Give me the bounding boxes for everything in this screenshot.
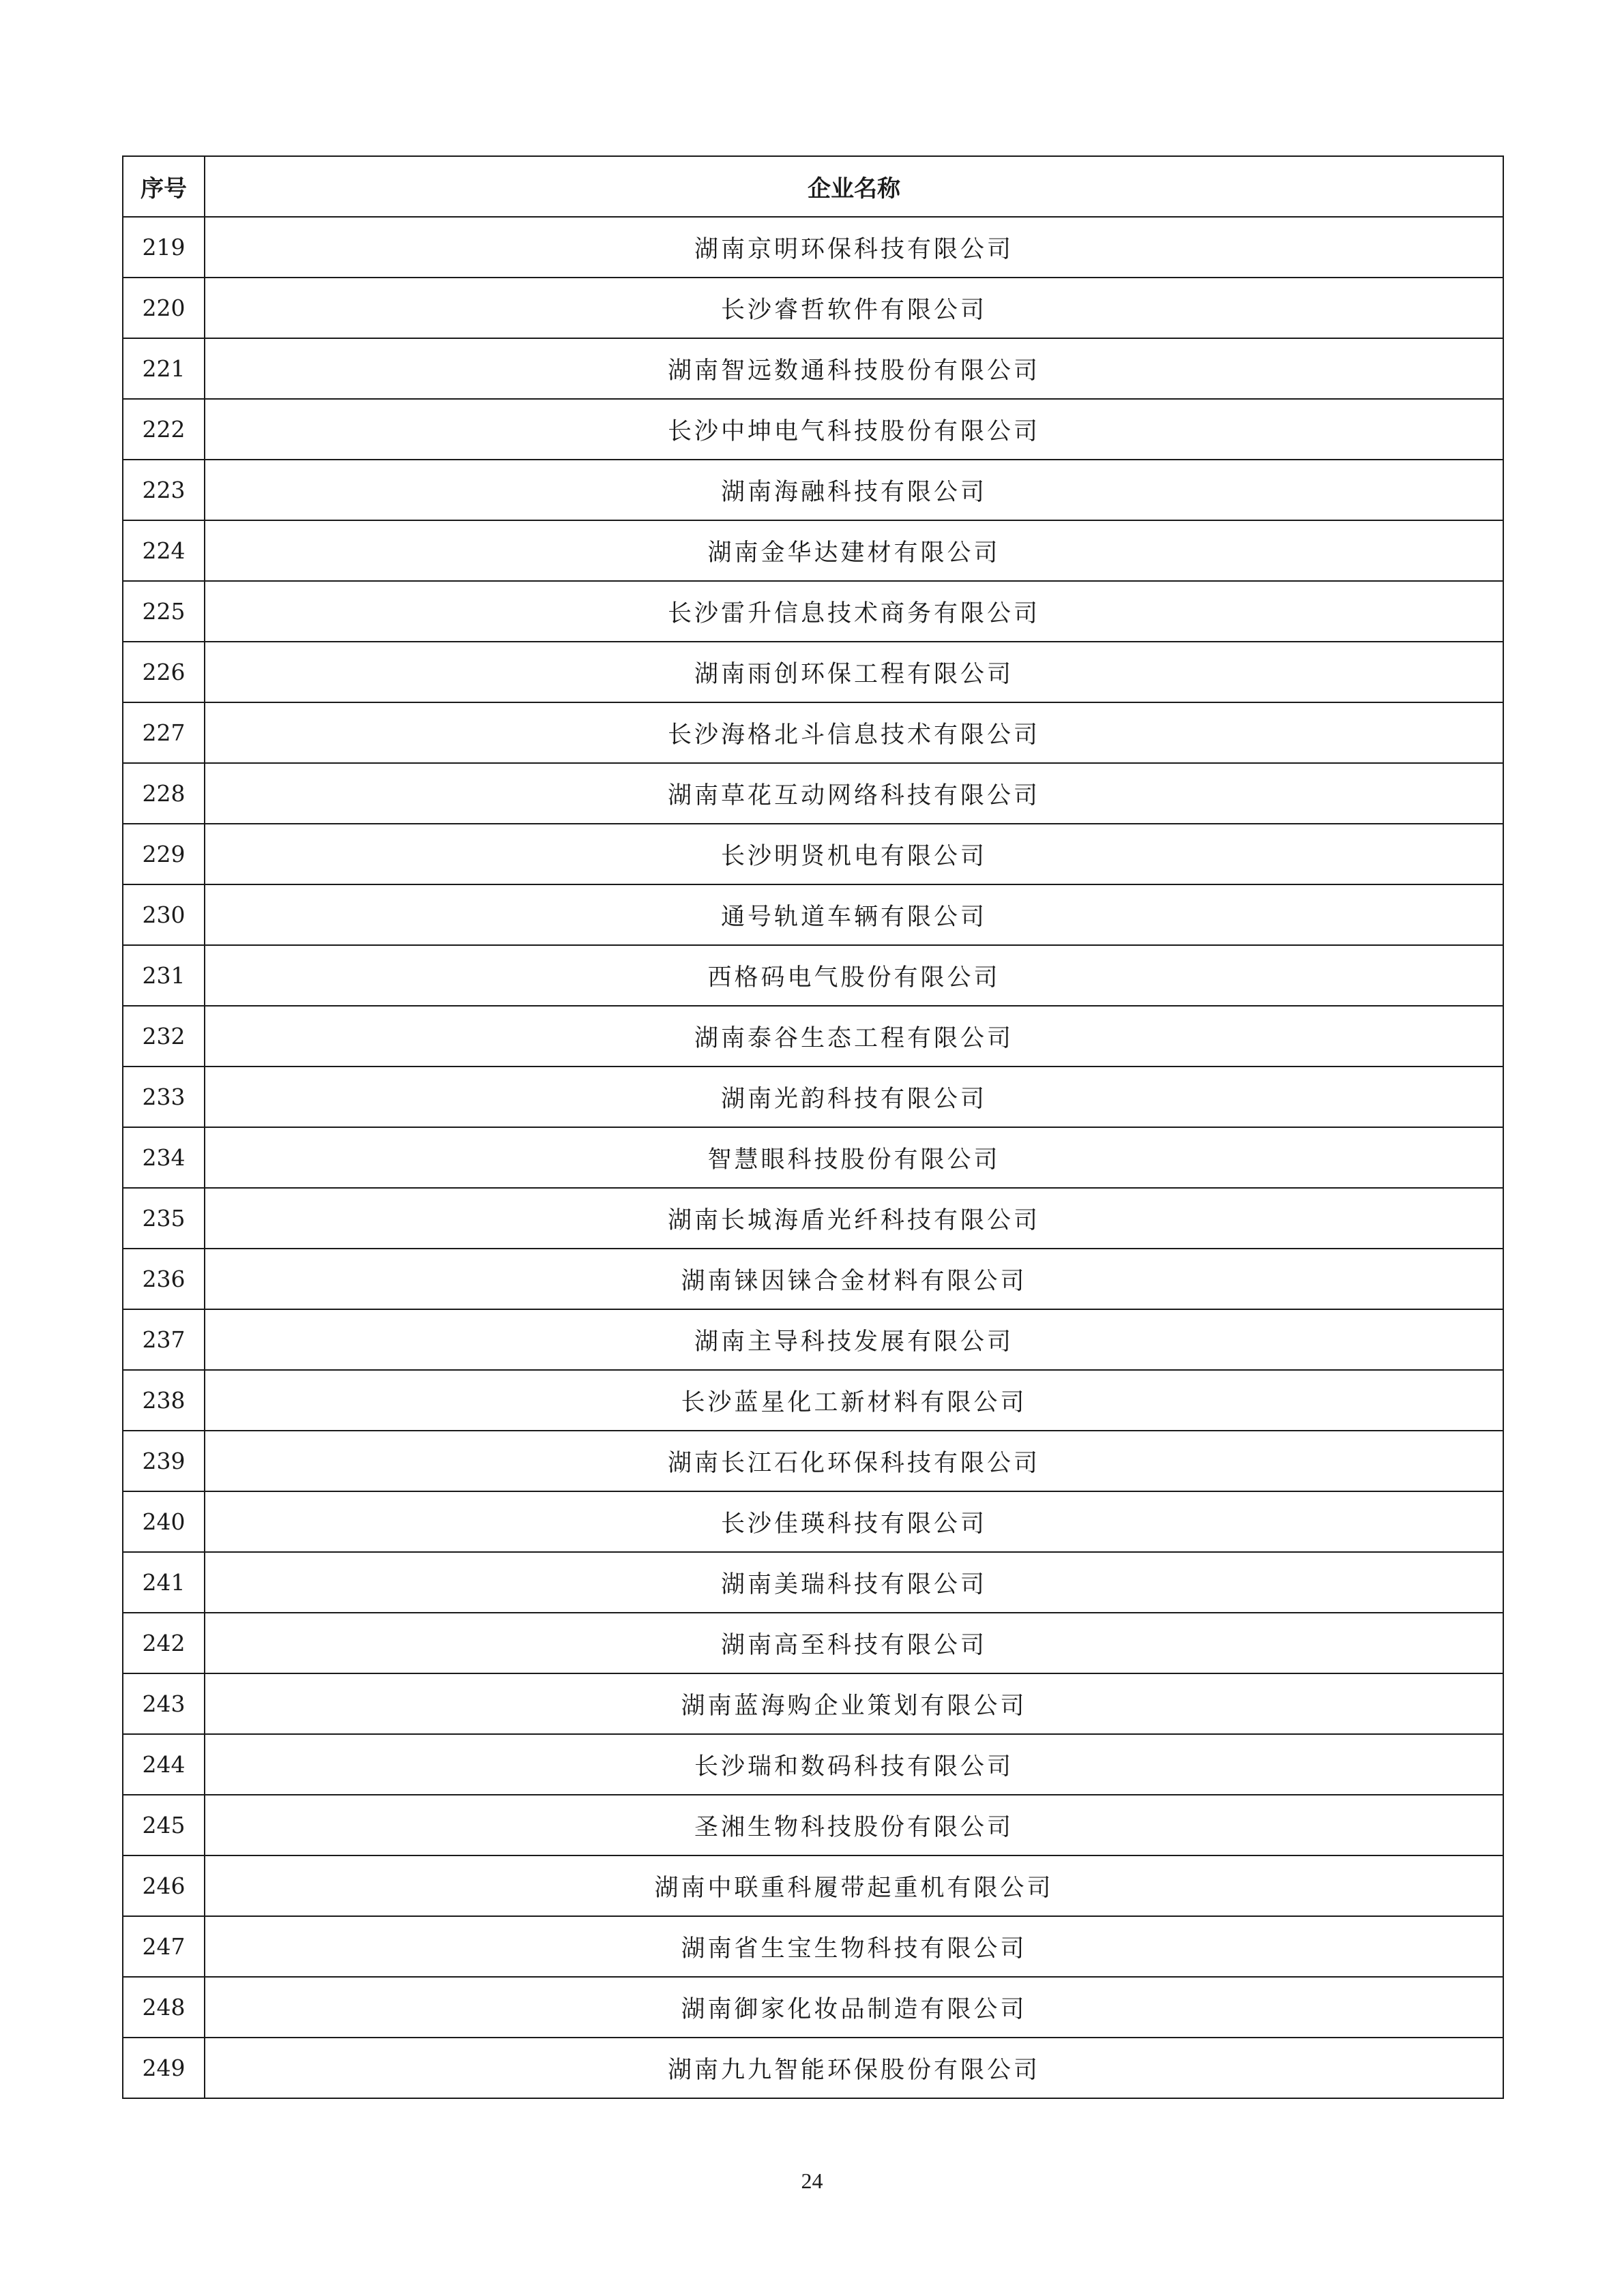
row-index: 221 [123, 338, 205, 399]
table-row [123, 217, 1503, 278]
row-index: 222 [123, 399, 205, 460]
company-name: 湖南长江石化环保科技有限公司 [205, 1431, 1503, 1491]
company-name: 通号轨道车辆有限公司 [205, 884, 1503, 945]
table-row [123, 1309, 1503, 1370]
table-body [123, 217, 1503, 2098]
company-name: 湖南中联重科履带起重机有限公司 [205, 1855, 1503, 1916]
row-index: 237 [123, 1309, 205, 1370]
row-index: 238 [123, 1370, 205, 1431]
row-index: 239 [123, 1431, 205, 1491]
table-row [123, 520, 1503, 581]
row-index: 243 [123, 1673, 205, 1734]
table-row [123, 581, 1503, 642]
row-index: 227 [123, 702, 205, 763]
company-name: 智慧眼科技股份有限公司 [205, 1127, 1503, 1188]
company-name: 湖南御家化妆品制造有限公司 [205, 1977, 1503, 2038]
table-row [123, 1613, 1503, 1673]
table-row [123, 1491, 1503, 1552]
row-index: 249 [123, 2038, 205, 2098]
company-name: 湖南光韵科技有限公司 [205, 1067, 1503, 1127]
row-index: 247 [123, 1916, 205, 1977]
company-name: 湖南高至科技有限公司 [205, 1613, 1503, 1673]
row-index: 228 [123, 763, 205, 824]
row-index: 224 [123, 520, 205, 581]
row-index: 231 [123, 945, 205, 1006]
company-name: 湖南美瑞科技有限公司 [205, 1552, 1503, 1613]
table-row [123, 399, 1503, 460]
company-table-container [122, 155, 1503, 2099]
row-index: 240 [123, 1491, 205, 1552]
company-name: 长沙佳瑛科技有限公司 [205, 1491, 1503, 1552]
row-index: 235 [123, 1188, 205, 1249]
company-name: 湖南京明环保科技有限公司 [205, 217, 1503, 278]
row-index: 242 [123, 1613, 205, 1673]
row-index: 245 [123, 1795, 205, 1855]
table-row [123, 1916, 1503, 1977]
row-index: 225 [123, 581, 205, 642]
table-row [123, 1855, 1503, 1916]
company-name: 湖南蓝海购企业策划有限公司 [205, 1673, 1503, 1734]
table-row [123, 1795, 1503, 1855]
table-row [123, 1977, 1503, 2038]
company-name: 长沙雷升信息技术商务有限公司 [205, 581, 1503, 642]
row-index: 219 [123, 217, 205, 278]
header-index: 序号 [123, 156, 205, 217]
company-name: 湖南智远数通科技股份有限公司 [205, 338, 1503, 399]
row-index: 241 [123, 1552, 205, 1613]
company-name: 长沙中坤电气科技股份有限公司 [205, 399, 1503, 460]
company-name: 西格码电气股份有限公司 [205, 945, 1503, 1006]
table-row [123, 1067, 1503, 1127]
company-name: 湖南草花互动网络科技有限公司 [205, 763, 1503, 824]
row-index: 236 [123, 1249, 205, 1309]
table-row [123, 884, 1503, 945]
company-name: 长沙睿哲软件有限公司 [205, 278, 1503, 338]
table-row [123, 338, 1503, 399]
company-name: 长沙瑞和数码科技有限公司 [205, 1734, 1503, 1795]
table-row [123, 1431, 1503, 1491]
row-index: 230 [123, 884, 205, 945]
header-company-name: 企业名称 [205, 156, 1503, 217]
company-name: 长沙海格北斗信息技术有限公司 [205, 702, 1503, 763]
table-row [123, 642, 1503, 702]
table-row [123, 824, 1503, 884]
table-row [123, 1552, 1503, 1613]
row-index: 234 [123, 1127, 205, 1188]
row-index: 229 [123, 824, 205, 884]
page-number: 24 [801, 2168, 823, 2193]
company-name: 湖南金华达建材有限公司 [205, 520, 1503, 581]
table-row [123, 278, 1503, 338]
row-index: 220 [123, 278, 205, 338]
row-index: 248 [123, 1977, 205, 2038]
table-row [123, 1249, 1503, 1309]
company-table [122, 155, 1504, 2099]
row-index: 244 [123, 1734, 205, 1795]
row-index: 246 [123, 1855, 205, 1916]
row-index: 226 [123, 642, 205, 702]
company-name: 湖南九九智能环保股份有限公司 [205, 2038, 1503, 2098]
table-row [123, 1734, 1503, 1795]
company-name: 湖南雨创环保工程有限公司 [205, 642, 1503, 702]
table-row [123, 1188, 1503, 1249]
table-row [123, 2038, 1503, 2098]
table-row [123, 1006, 1503, 1067]
row-index: 232 [123, 1006, 205, 1067]
company-name: 湖南长城海盾光纤科技有限公司 [205, 1188, 1503, 1249]
table-row [123, 945, 1503, 1006]
table-row [123, 1127, 1503, 1188]
table-row [123, 702, 1503, 763]
company-name: 湖南主导科技发展有限公司 [205, 1309, 1503, 1370]
company-name: 长沙明贤机电有限公司 [205, 824, 1503, 884]
row-index: 233 [123, 1067, 205, 1127]
company-name: 湖南铼因铼合金材料有限公司 [205, 1249, 1503, 1309]
company-name: 湖南省生宝生物科技有限公司 [205, 1916, 1503, 1977]
table-row [123, 1673, 1503, 1734]
company-name: 圣湘生物科技股份有限公司 [205, 1795, 1503, 1855]
company-name: 湖南泰谷生态工程有限公司 [205, 1006, 1503, 1067]
table-row [123, 460, 1503, 520]
company-name: 湖南海融科技有限公司 [205, 460, 1503, 520]
table-row [123, 763, 1503, 824]
row-index: 223 [123, 460, 205, 520]
company-name: 长沙蓝星化工新材料有限公司 [205, 1370, 1503, 1431]
table-row [123, 1370, 1503, 1431]
table-header-row [123, 156, 1503, 217]
